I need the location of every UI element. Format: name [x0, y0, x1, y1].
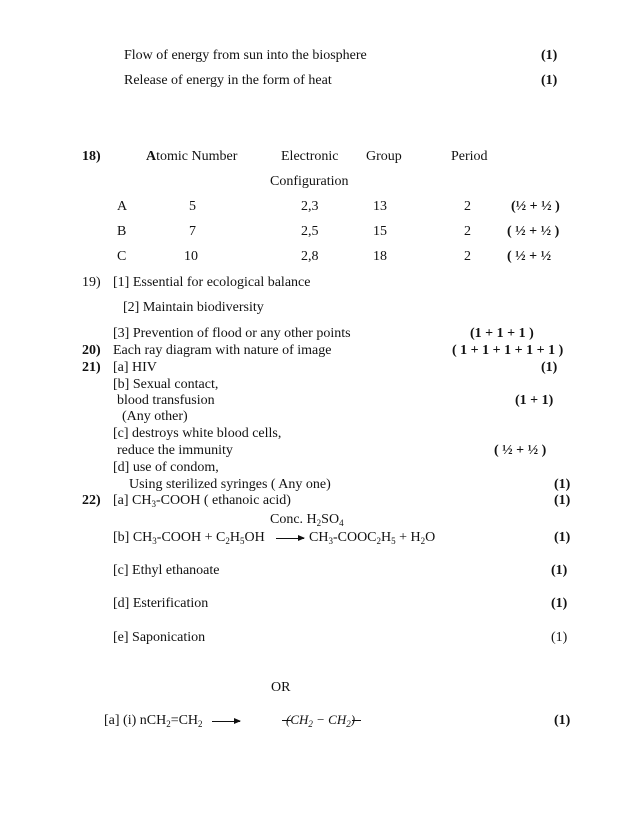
answer-line: [3] Prevention of flood or any other points	[113, 326, 351, 341]
cell-group: 15	[373, 224, 387, 239]
answer-line: reduce the immunity	[117, 443, 233, 458]
table-header-atomic-number: Atomic Number	[146, 149, 238, 164]
answer-line: [1] Essential for ecological balance	[113, 275, 311, 290]
reaction-arrow-icon	[276, 538, 304, 539]
mark: (1)	[551, 563, 568, 578]
mark: (1)	[554, 530, 571, 545]
table-header-configuration: Configuration	[270, 174, 349, 189]
mark: (1)	[551, 596, 568, 611]
cell-group: 18	[373, 249, 387, 264]
answer-line: [2] Maintain biodiversity	[123, 300, 264, 315]
answer-line: [d] Esterification	[113, 596, 209, 611]
cell-marks: (½ + ½ )	[511, 199, 560, 214]
answer-line: (Any other)	[122, 409, 188, 424]
answer-line: [e] Saponication	[113, 630, 206, 645]
answer-line: [a] (i) $nCH_2=CH_2$	[104, 713, 203, 729]
answer-line-energy-flow: Flow of energy from sun into the biosphere	[124, 48, 367, 63]
answer-line: Using sterilized syringes ( Any one)	[129, 477, 331, 492]
cell-period: 2	[464, 224, 471, 239]
answer-line: Each ray diagram with nature of image	[113, 343, 332, 358]
answer-line: [b] Sexual contact,	[113, 377, 219, 392]
cell-group: 13	[373, 199, 387, 214]
cell-element: A	[117, 199, 128, 214]
cell-atomic-number: 5	[189, 199, 196, 214]
answer-line: blood transfusion	[117, 393, 215, 408]
mark: (1)	[541, 73, 558, 88]
question-number: 18)	[82, 149, 101, 164]
cell-atomic-number: 7	[189, 224, 196, 239]
cell-element: B	[117, 224, 127, 239]
reaction-condition: Conc. $H_2SO_4$	[270, 512, 344, 528]
question-number: 20)	[82, 343, 101, 358]
answer-line: [a] $CH_3$-COOH ( ethanoic acid)	[113, 493, 291, 509]
mark: ( 1 + 1 + 1 + 1 + 1 )	[452, 343, 564, 358]
table-header-period: Period	[451, 149, 488, 164]
cell-atomic-number: 10	[184, 249, 198, 264]
answer-line: [c] Ethyl ethanoate	[113, 563, 220, 578]
cell-element: C	[117, 249, 127, 264]
mark: (1)	[541, 48, 558, 63]
question-number: 19)	[82, 275, 101, 290]
reaction-arrow-icon	[212, 721, 240, 722]
mark: (1)	[554, 713, 571, 728]
mark: (1 + 1)	[515, 393, 554, 408]
mark: ( ½ + ½ )	[494, 443, 547, 458]
mark: (1 + 1 + 1 )	[470, 326, 534, 341]
reaction-products: $CH_3-COOC_2H_5 + H_2O$	[309, 530, 436, 546]
mark: (1)	[554, 477, 571, 492]
mark: (1)	[541, 360, 558, 375]
cell-configuration: 2,3	[301, 199, 319, 214]
mark: (1)	[554, 493, 571, 508]
cell-configuration: 2,8	[301, 249, 319, 264]
cell-configuration: 2,5	[301, 224, 319, 239]
cell-period: 2	[464, 199, 471, 214]
table-header-electronic: Electronic	[281, 149, 339, 164]
reaction-reactants: [b] $CH_3$-COOH + $C_2H_5OH$	[113, 530, 265, 546]
cell-period: 2	[464, 249, 471, 264]
mark: (1)	[551, 630, 568, 645]
table-header-group: Group	[366, 149, 402, 164]
question-number: 22)	[82, 493, 101, 508]
answer-line: [c] destroys white blood cells,	[113, 426, 282, 441]
cell-marks: ( ½ + ½	[507, 249, 552, 264]
cell-marks: ( ½ + ½ )	[507, 224, 560, 239]
polymer-formula: ($CH_2 - CH_2$	[286, 712, 351, 729]
bond-line-right	[352, 720, 361, 721]
answer-line-energy-release: Release of energy in the form of heat	[124, 73, 332, 88]
answer-line: [a] HIV	[113, 360, 157, 375]
answer-line: [d] use of condom,	[113, 460, 219, 475]
question-number: 21)	[82, 360, 101, 375]
or-divider: OR	[271, 680, 291, 695]
